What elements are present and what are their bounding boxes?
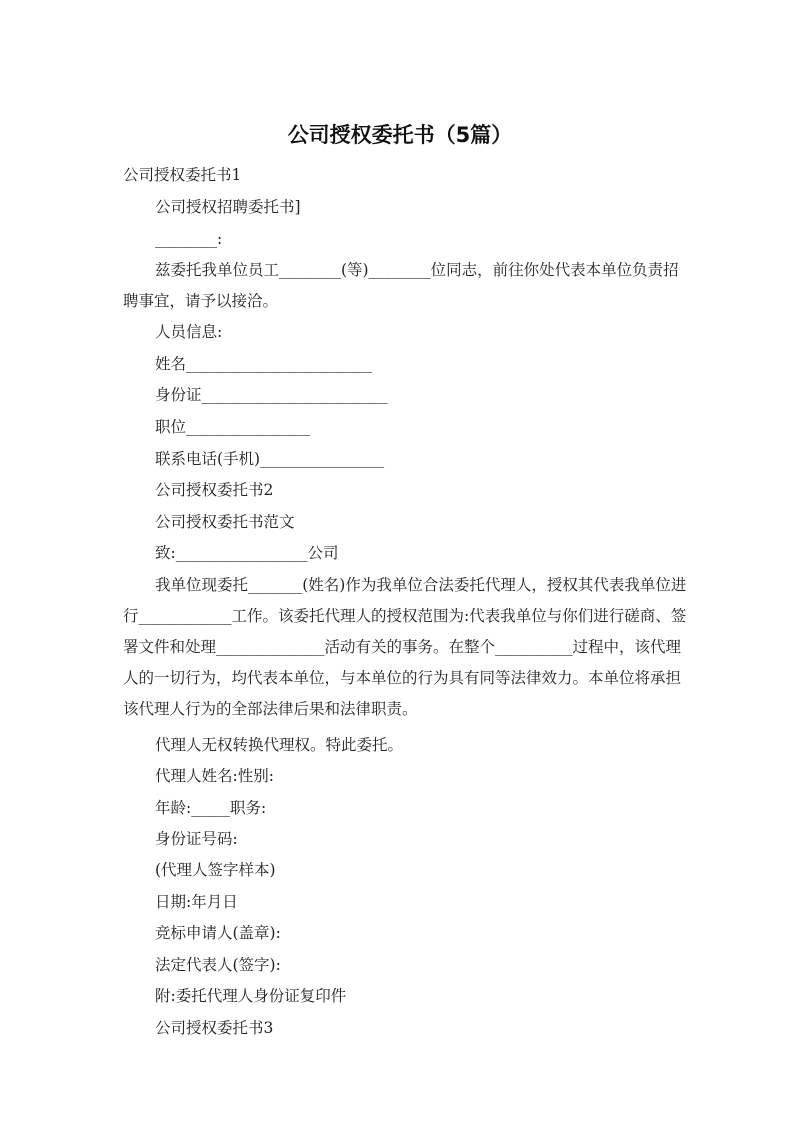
section1-heading: 公司授权委托书1 (123, 166, 242, 184)
agent-id-number: 身份证号码: (155, 830, 238, 848)
legal-representative-line: 法定代表人(签字): (155, 956, 281, 974)
section2-subtitle: 公司授权委托书范文 (155, 513, 295, 531)
position-field: 职位________________ (155, 418, 311, 436)
agent-name-gender: 代理人姓名:性别: (155, 767, 274, 785)
section1-body-paragraph: 兹委托我单位员工________(等)________位同志，前往你处代表本单位负责招聘事宜，请予以接洽。 (123, 261, 679, 310)
signature-sample: (代理人签字样本) (155, 861, 276, 879)
section2-body-paragraph: 我单位现委托_______(姓名)作为我单位合法委托代理人，授权其代表我单位进行____________工作。该委托代理人的授权范围为:代表我单位与你们进行磋商、签署文件和处理______________活动有关的事务。在整个__________过程中，该代理人的一切行为，均代表本单位，与本单位的行为具有同等法律效力。本单位将承担该代理人行为的全部法律后果和法律职责。 (123, 576, 687, 718)
applicant-seal-line: 竞标申请人(盖章): (155, 924, 281, 942)
personnel-info-label: 人员信息: (155, 323, 223, 341)
recipient-line: 致:_________________公司 (155, 544, 339, 562)
agent-age-title: 年龄:_____职务: (155, 799, 267, 817)
salutation-blank: ________: (155, 230, 223, 248)
attachment-note: 附:委托代理人身份证复印件 (155, 987, 347, 1005)
phone-field: 联系电话(手机)________________ (155, 450, 385, 468)
section2-heading: 公司授权委托书2 (155, 481, 274, 499)
name-field: 姓名________________________ (155, 355, 373, 373)
no-transfer-statement: 代理人无权转换代理权。特此委托。 (155, 736, 404, 754)
date-line: 日期:年月日 (155, 893, 238, 911)
section3-heading: 公司授权委托书3 (155, 1019, 274, 1037)
document-title: 公司授权委托书（5篇） (287, 123, 513, 147)
id-card-field: 身份证________________________ (155, 386, 388, 404)
section1-subtitle: 公司授权招聘委托书] (155, 198, 301, 216)
